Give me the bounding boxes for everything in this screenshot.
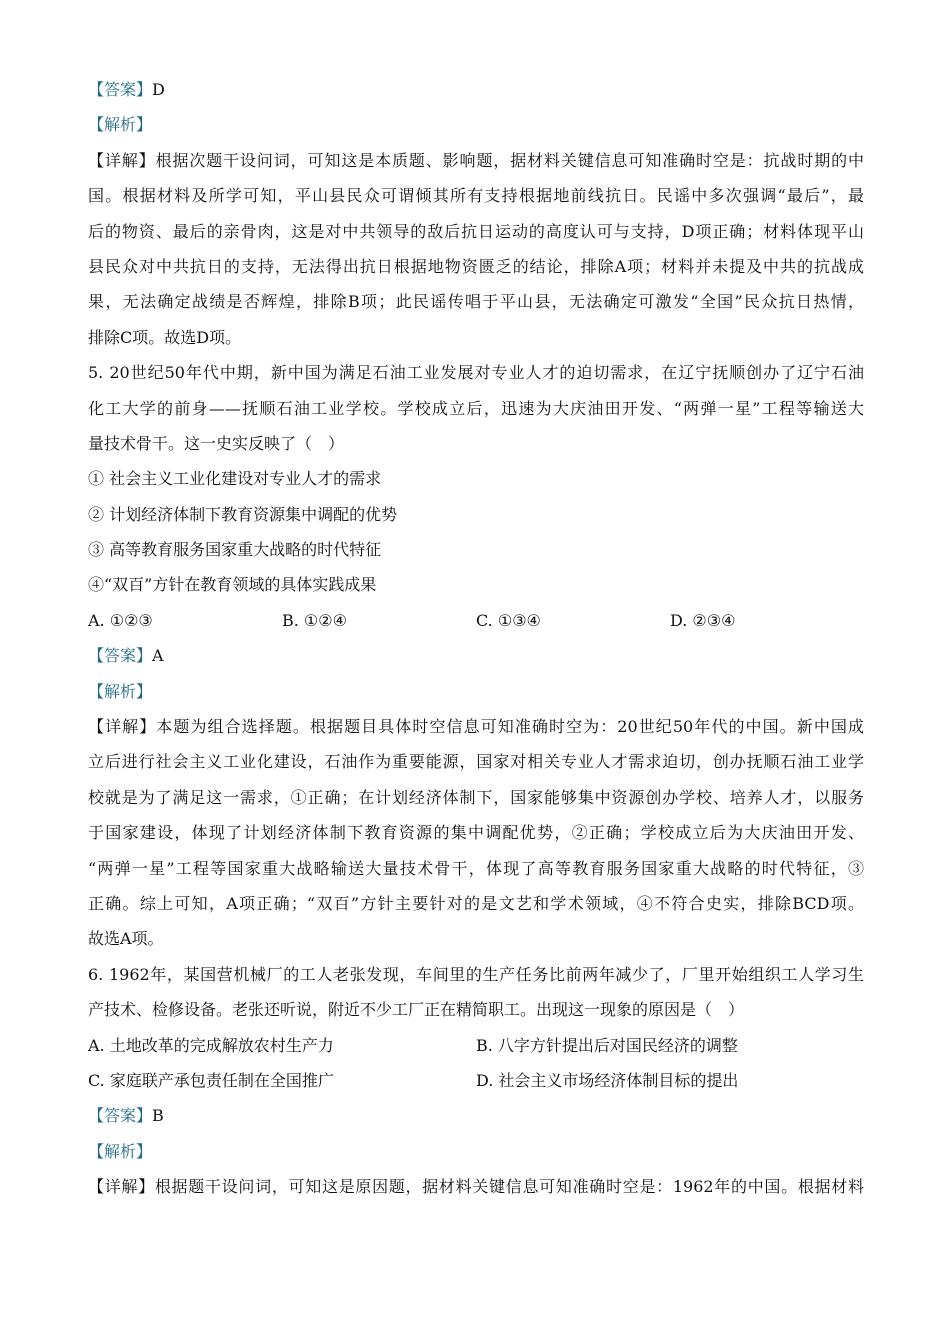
q5-stem-line: 量技术骨干。这一史实反映了（ ）: [88, 433, 345, 453]
answer-tag: 【答案】: [88, 1106, 153, 1126]
q5-item: ③ 高等教育服务国家重大战略的时代特征: [88, 540, 382, 560]
q4-detail-line: 果，无法确定战绩是否辉煌，排除B项；此民谣传唱于平山县，无法确定可激发“全国”民众抗日热情，: [88, 292, 864, 312]
q6-detail-line: [88, 1169, 864, 1204]
option-d: D. 社会主义市场经济体制目标的提出: [476, 1070, 739, 1090]
answer-value: A: [152, 646, 164, 666]
answer-value: B: [152, 1106, 164, 1126]
analysis-tag: 【解析】: [88, 115, 153, 135]
detail-tag: 【详解】: [88, 717, 157, 737]
q5-detail-line: 正确。综上可知，A项正确；“双百”方针主要针对的是文艺和学术领域，④不符合史实，排除BCD项。: [88, 893, 864, 913]
q5-answer: [88, 638, 864, 673]
document-page: [88, 72, 864, 1205]
option-a: A. 土地改革的完成解放农村生产力: [88, 1035, 334, 1055]
q6-answer: [88, 1098, 864, 1133]
option-c: C. ①③④: [476, 610, 541, 630]
answer-tag: 【答案】: [88, 80, 153, 99]
q5-item: ② 计划经济体制下教育资源集中调配的优势: [88, 504, 398, 524]
q4-analysis-heading: [88, 107, 864, 142]
q5-stem-line: 5. 20世纪50年代中期，新中国为满足石油工业发展对专业人才的迫切需求，在辽宁抚顺创办了辽宁石油: [88, 363, 864, 383]
q5-detail-line: [88, 709, 864, 744]
q5-options: [88, 603, 864, 638]
q5-detail-line: 故选A项。: [88, 929, 164, 949]
answer-value: D: [152, 80, 165, 99]
q6-options-row: [88, 1028, 864, 1063]
detail-tag: 【详解】: [88, 150, 156, 170]
detail-text: 本题为组合选择题。根据题目具体时空信息可知准确时空为：20世纪50年代的中国。新中国成: [156, 717, 864, 737]
q4-answer: [88, 72, 864, 107]
option-a: A. ①②③: [88, 610, 153, 630]
q5-stem-line: 化工大学的前身——抚顺石油工业学校。学校成立后，迅速为大庆油田开发、“两弹一星”工程等输送大: [88, 398, 864, 418]
option-b: B. ①②④: [282, 610, 347, 630]
answer-tag: 【答案】: [88, 646, 153, 666]
q5-detail-line: 于国家建设，体现了计划经济体制下教育资源的集中调配优势，②正确；学校成立后为大庆油田开发、: [88, 823, 864, 843]
q4-detail-line: [88, 143, 864, 178]
option-c: C. 家庭联产承包责任制在全国推广: [88, 1070, 334, 1090]
q5-item: ① 社会主义工业化建设对专业人才的需求: [88, 469, 382, 489]
q4-detail-line: 排除C项。故选D项。: [88, 327, 242, 347]
q6-stem-line: 产技术、检修设备。老张还听说，附近不少工厂正在精简职工。出现这一现象的原因是（ ）: [88, 1000, 745, 1020]
q5-detail-line: “两弹一星”工程等国家重大战略输送大量技术骨干，体现了高等教育服务国家重大战略的时代特征，③: [88, 858, 864, 878]
q5-detail-line: 校就是为了满足这一需求，①正确；在计划经济体制下，国家能够集中资源创办学校、培养人才，以服务: [88, 787, 864, 807]
q6-options-row: [88, 1063, 864, 1098]
q5-detail-line: 立后进行社会主义工业化建设，石油作为重要能源，国家对相关专业人才需求迫切，创办抚顺石油工业学: [88, 752, 864, 772]
q4-detail-line: 县民众对中共抗日的支持，无法得出抗日根据地物资匮乏的结论，排除A项；材料并未提及中共的抗战成: [88, 256, 864, 276]
option-b: B. 八字方针提出后对国民经济的调整: [476, 1035, 738, 1055]
option-d: D. ②③④: [670, 610, 736, 630]
detail-text: 根据次题干设问词，可知这是本质题、影响题，据材料关键信息可知准确时空是：抗战时期的中: [155, 150, 864, 170]
analysis-tag: 【解析】: [88, 1141, 153, 1161]
detail-tag: 【详解】: [88, 1177, 155, 1197]
q6-analysis-heading: [88, 1134, 864, 1169]
q5-item: ④“双百”方针在教育领域的具体实践成果: [88, 575, 377, 595]
q4-detail-line: 后的物资、最后的亲骨肉，这是对中共领导的敌后抗日运动的高度认可与支持，D项正确；材料体现平山: [88, 221, 864, 241]
analysis-tag: 【解析】: [88, 681, 153, 701]
q5-analysis-heading: [88, 674, 864, 709]
q6-stem-line: 6. 1962年，某国营机械厂的工人老张发现，车间里的生产任务比前两年减少了，厂里开始组织工人学习生: [88, 964, 864, 984]
detail-text: 根据题干设问词，可知这是原因题，据材料关键信息可知准确时空是：1962年的中国。根据材料: [154, 1177, 864, 1197]
q4-detail-line: 国。根据材料及所学可知，平山县民众可谓倾其所有支持根据地前线抗日。民谣中多次强调“最后”，最: [88, 186, 864, 206]
